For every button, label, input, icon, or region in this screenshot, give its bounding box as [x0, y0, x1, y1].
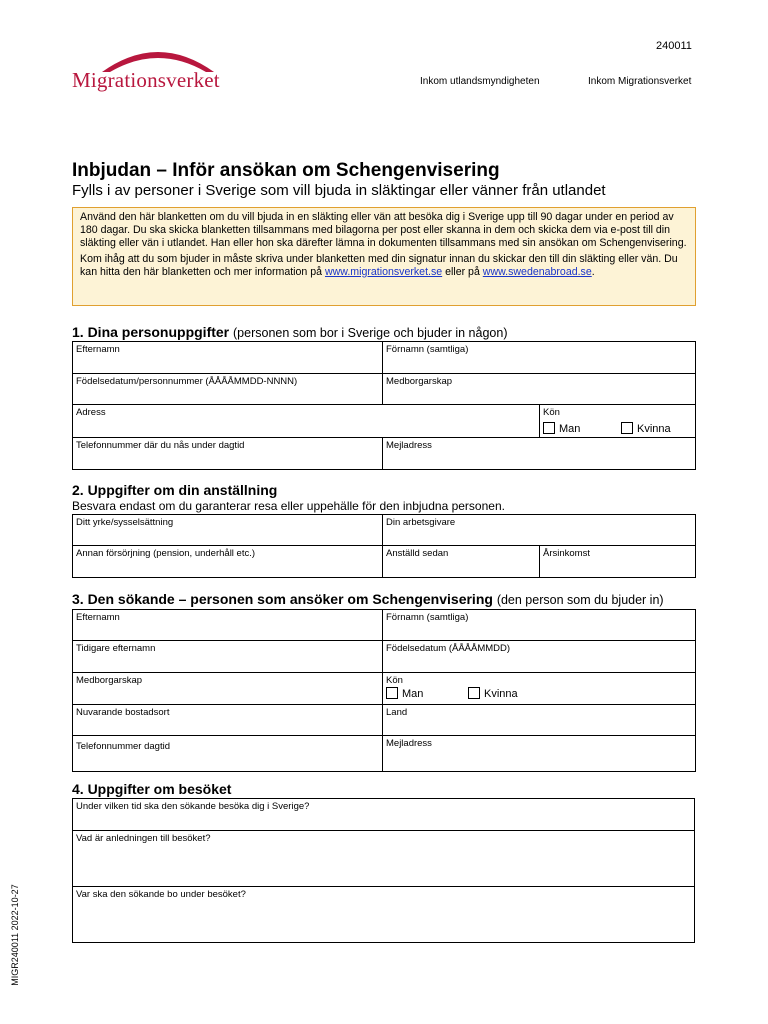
bostadsort-field[interactable]: Nuvarande bostadsort — [73, 705, 383, 736]
form-version-code: MIGR240011 2022-10-27 — [10, 884, 20, 986]
page-subtitle: Fylls i av personer i Sverige som vill bjuda in släktingar eller vänner från utlandet — [72, 182, 606, 199]
sokande-mejl-field[interactable]: Mejladress — [383, 736, 696, 772]
section3-table — [72, 609, 696, 772]
swedenabroad-link[interactable]: www.swedenabroad.se — [482, 265, 592, 278]
migrationsverket-link[interactable]: www.migrationsverket.se — [324, 265, 443, 278]
fornamn-field[interactable]: Förnamn (samtliga) — [383, 342, 696, 374]
adress-field[interactable]: Adress — [73, 405, 540, 438]
section1-heading: 1. Dina personuppgifter (personen som bor i Sverige och bjuder in någon) — [72, 324, 508, 340]
besok-boende-field[interactable]: Var ska den sökande bo under besöket? — [73, 887, 695, 943]
forsorjning-field[interactable]: Annan försörjning (pension, underhåll etc.) — [73, 546, 383, 578]
logo-text: Migrationsverket — [72, 68, 220, 92]
sokande-fodelsedatum-field[interactable]: Födelsedatum (ÅÅÅÅMMDD) — [383, 641, 696, 673]
section3-heading: 3. Den sökande – personen som ansöker om Schengenvisering (den person som du bjuder in) — [72, 591, 664, 607]
sokande-efternamn-field[interactable]: Efternamn — [73, 610, 383, 641]
personnummer-field[interactable]: Födelsedatum/personnummer (ÅÅÅÅMMDD-NNNN) — [73, 374, 383, 405]
efternamn-field[interactable]: Efternamn — [73, 342, 383, 374]
sokande-man-option[interactable]: Man — [386, 687, 468, 700]
info-paragraph-2: Kom ihåg att du som bjuder in måste skriva under blanketten med din signatur innan du skickar den till din släkting eller vän. Du kan hitta den här blanketten och mer information på www.migrationsverket.se eller på www.swedenabroad.se. — [80, 252, 678, 278]
kon-man-option[interactable]: Man — [543, 422, 621, 435]
info-paragraph-1: Använd den här blanketten om du vill bjuda in en släkting eller vän att besöka dig i Sverige upp till 90 dagar under en period av 180 dagar. Du ska skicka blanketten tillsammans med bilagorna per post eller skanna in dem och skicka dem via e-post till din släkting eller vän i utlandet. Han eller hon ska därefter lämna in dokumenten tillsammans med sin ansökan om Schengenvisering. — [80, 211, 687, 249]
medborgarskap-field[interactable]: Medborgarskap — [383, 374, 696, 405]
besok-period-field[interactable]: Under vilken tid ska den sökande besöka dig i Sverige? — [73, 799, 695, 831]
besok-anledning-field[interactable]: Vad är anledningen till besöket? — [73, 831, 695, 887]
tidigare-efternamn-field[interactable]: Tidigare efternamn — [73, 641, 383, 673]
section4-heading: 4. Uppgifter om besöket — [72, 781, 232, 797]
arsinkomst-field[interactable]: Årsinkomst — [540, 546, 696, 578]
sokande-kvinna-option[interactable]: Kvinna — [468, 687, 518, 700]
sokande-kon-field: Kön Man Kvinna — [383, 673, 696, 705]
form-number: 240011 — [656, 40, 692, 52]
section2-instruction: Besvara endast om du garanterar resa eller uppehälle för den inbjudna personen. — [72, 499, 505, 513]
section2-heading: 2. Uppgifter om din anställning — [72, 482, 278, 498]
yrke-field[interactable]: Ditt yrke/sysselsättning — [73, 515, 383, 546]
section1-table — [72, 341, 696, 470]
sokande-medborgarskap-field[interactable]: Medborgarskap — [73, 673, 383, 705]
land-field[interactable]: Land — [383, 705, 696, 736]
arbetsgivare-field[interactable]: Din arbetsgivare — [383, 515, 696, 546]
mejl-field[interactable]: Mejladress — [383, 438, 696, 470]
stamp-embassy: Inkom utlandsmyndigheten — [420, 76, 540, 87]
sokande-kvinna-checkbox[interactable] — [468, 687, 480, 699]
page-title: Inbjudan – Inför ansökan om Schengenvisering — [72, 160, 500, 181]
stamp-agency: Inkom Migrationsverket — [588, 76, 692, 87]
anstalld-field[interactable]: Anställd sedan — [383, 546, 540, 578]
kvinna-checkbox[interactable] — [621, 422, 633, 434]
kon-kvinna-option[interactable]: Kvinna — [621, 422, 671, 435]
sokande-fornamn-field[interactable]: Förnamn (samtliga) — [383, 610, 696, 641]
section2-table — [72, 514, 696, 578]
sokande-man-checkbox[interactable] — [386, 687, 398, 699]
kon-field: Kön Man Kvinna — [540, 405, 696, 438]
telefon-field[interactable]: Telefonnummer där du nås under dagtid — [73, 438, 383, 470]
sokande-telefon-field[interactable]: Telefonnummer dagtid — [73, 736, 383, 772]
man-checkbox[interactable] — [543, 422, 555, 434]
info-box — [72, 207, 696, 306]
section4-table — [72, 798, 695, 943]
